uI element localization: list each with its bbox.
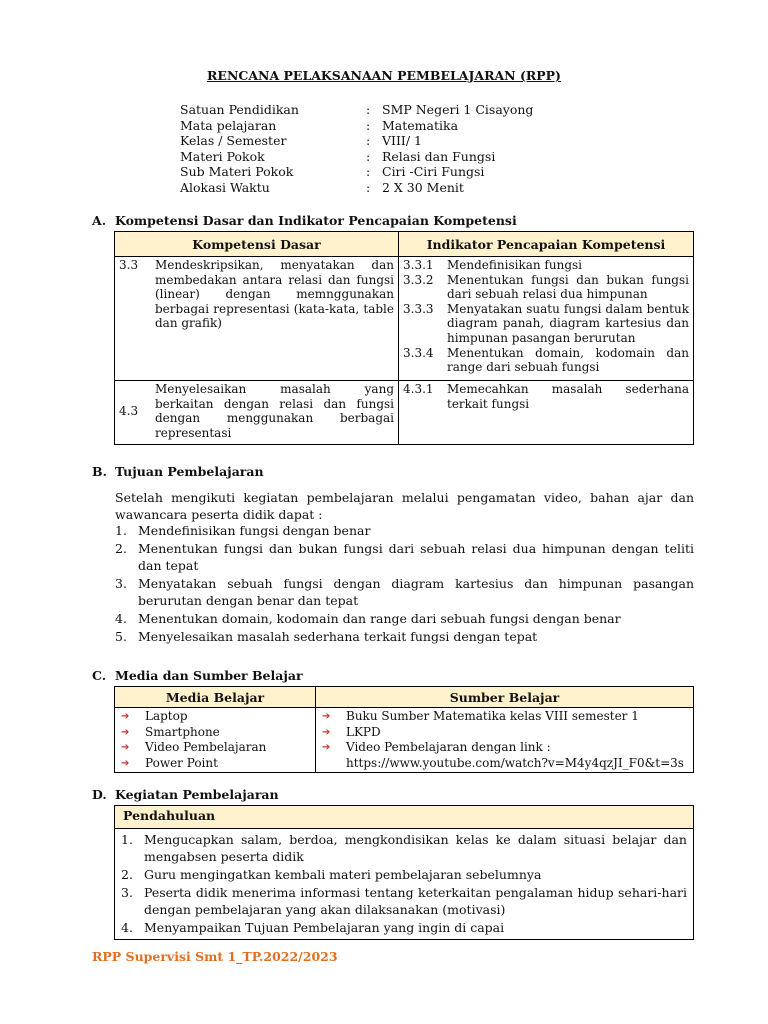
media-item: Power Point bbox=[145, 755, 218, 770]
table-header-sumber: Sumber Belajar bbox=[316, 687, 694, 708]
indicator-number: 3.3.4 bbox=[403, 345, 434, 360]
info-row bbox=[180, 133, 533, 149]
item-number: 1. bbox=[121, 832, 133, 847]
media-item: Laptop bbox=[145, 709, 188, 723]
info-label: Kelas / Semester bbox=[180, 133, 287, 149]
table-header-media: Media Belajar bbox=[115, 687, 316, 708]
indicator-number: 3.3.1 bbox=[403, 258, 434, 272]
section-letter: A. bbox=[92, 213, 107, 228]
indicator-number: 3.3.2 bbox=[403, 272, 434, 287]
section-a-heading bbox=[92, 213, 517, 228]
list-item bbox=[121, 725, 309, 741]
section-letter: C. bbox=[92, 668, 107, 683]
info-label: Satuan Pendidikan bbox=[180, 102, 299, 117]
list-item bbox=[121, 831, 687, 865]
indicator-text: Memecahkan masalah sederhana terkait fungsi bbox=[447, 382, 689, 411]
item-text: Menentukan fungsi dan bukan fungsi dari sebuah relasi dua himpunan dengan teliti dan tepat bbox=[138, 541, 694, 573]
section-letter: B. bbox=[92, 464, 107, 479]
list-item bbox=[115, 540, 694, 574]
info-value: VIII/ 1 bbox=[382, 133, 422, 149]
item-text: Mengucapkan salam, berdoa, mengkondisikan kelas ke dalam situasi belajar dan mengabsen peserta didik bbox=[144, 832, 687, 864]
table-row bbox=[115, 829, 694, 940]
section-title: Kompetensi Dasar dan Indikator Pencapaian Kompetensi bbox=[115, 213, 517, 228]
info-colon: : bbox=[366, 102, 371, 117]
page-footer: RPP Supervisi Smt 1_TP.2022/2023 bbox=[92, 949, 338, 964]
table-row bbox=[115, 257, 694, 381]
item-number: 2. bbox=[121, 867, 133, 882]
arrow-bullet-icon: ➔ bbox=[121, 726, 130, 738]
info-colon: : bbox=[366, 179, 371, 195]
list-item bbox=[115, 628, 694, 645]
table-header-pendahuluan: Pendahuluan bbox=[115, 806, 694, 829]
list-item bbox=[115, 575, 694, 609]
objectives-list bbox=[115, 522, 694, 646]
info-colon: : bbox=[366, 164, 371, 180]
list-item bbox=[322, 725, 687, 741]
item-number: 2. bbox=[115, 541, 127, 556]
list-item bbox=[322, 709, 687, 725]
info-label: Sub Materi Pokok bbox=[180, 164, 294, 180]
sumber-cell bbox=[316, 708, 694, 773]
indicator-cell bbox=[399, 381, 694, 445]
arrow-bullet-icon: ➔ bbox=[121, 742, 130, 753]
item-text: Peserta didik menerima informasi tentang keterkaitan pengalaman hidup sehari-hari dengan pembelajaran yang akan dilaksanakan (motivasi) bbox=[144, 885, 687, 917]
table-header-ipk: Indikator Pencapaian Kompetensi bbox=[399, 232, 694, 257]
info-value: SMP Negeri 1 Cisayong bbox=[382, 102, 534, 117]
info-label: Mata pelajaran bbox=[180, 117, 277, 133]
info-value: Ciri -Ciri Fungsi bbox=[382, 164, 485, 180]
arrow-bullet-icon: ➔ bbox=[121, 757, 130, 769]
info-value: 2 X 30 Menit bbox=[382, 179, 464, 195]
media-cell bbox=[115, 708, 316, 773]
item-text: Menyelesaikan masalah sederhana terkait fungsi dengan tepat bbox=[138, 629, 538, 644]
sumber-item: LKPD bbox=[346, 724, 381, 739]
indicator-text: Menentukan fungsi dan bukan fungsi dari sebuah relasi dua himpunan bbox=[447, 272, 689, 302]
indicator-number: 4.3.1 bbox=[403, 382, 434, 396]
indicator-text: Mendefinisikan fungsi bbox=[447, 258, 583, 272]
item-number: 3. bbox=[121, 885, 133, 900]
indicator-text: Menyatakan suatu fungsi dalam bentuk diagram panah, diagram kartesius dan himpunan pasangan berurutan bbox=[447, 301, 689, 345]
table-header-kd: Kompetensi Dasar bbox=[115, 232, 399, 257]
info-colon: : bbox=[366, 148, 371, 164]
media-item: Video Pembelajaran bbox=[145, 740, 267, 754]
info-label: Materi Pokok bbox=[180, 148, 265, 164]
section-title: Media dan Sumber Belajar bbox=[115, 668, 303, 683]
table-row bbox=[115, 708, 694, 773]
info-colon: : bbox=[366, 133, 371, 149]
info-row bbox=[180, 180, 533, 196]
sumber-item: Video Pembelajaran dengan link : bbox=[346, 740, 551, 754]
list-item bbox=[121, 884, 687, 918]
list-item bbox=[121, 866, 687, 883]
arrow-bullet-icon: ➔ bbox=[322, 711, 331, 722]
kd-text: Menyelesaikan masalah yang berkaitan dengan relasi dan fungsi dengan menggunakan berbagai representasi bbox=[155, 382, 394, 440]
table-row bbox=[115, 381, 694, 445]
item-text: Menyampaikan Tujuan Pembelajaran yang ingin di capai bbox=[144, 920, 505, 935]
list-item bbox=[121, 919, 687, 936]
item-number: 3. bbox=[115, 576, 127, 591]
list-item bbox=[115, 522, 694, 539]
list-item bbox=[322, 756, 687, 772]
item-text: Menentukan domain, kodomain dan range dari sebuah fungsi dengan benar bbox=[138, 611, 621, 626]
item-text: Mendefinisikan fungsi dengan benar bbox=[138, 523, 371, 538]
kd-number: 3.3 bbox=[119, 258, 139, 272]
video-link[interactable]: https://www.youtube.com/watch?v=M4y4qzJI_F0&t=3s bbox=[346, 755, 684, 770]
item-number: 4. bbox=[115, 611, 127, 626]
activities-cell bbox=[115, 829, 694, 940]
item-number: 5. bbox=[115, 629, 127, 644]
arrow-bullet-icon: ➔ bbox=[322, 726, 331, 738]
item-number: 4. bbox=[121, 920, 133, 935]
kd-cell bbox=[115, 381, 399, 445]
section-c-heading bbox=[92, 668, 303, 683]
section-title: Kegiatan Pembelajaran bbox=[115, 787, 279, 802]
info-row bbox=[180, 102, 533, 118]
info-label: Alokasi Waktu bbox=[180, 179, 270, 195]
competency-table bbox=[114, 231, 694, 445]
list-item bbox=[115, 610, 694, 627]
section-title: Tujuan Pembelajaran bbox=[115, 464, 264, 479]
info-colon: : bbox=[366, 117, 371, 133]
list-item bbox=[121, 740, 309, 756]
media-table bbox=[114, 686, 694, 773]
list-item bbox=[121, 709, 309, 725]
section-letter: D. bbox=[92, 787, 107, 802]
identity-block bbox=[180, 102, 533, 196]
list-item bbox=[121, 756, 309, 772]
indicator-text: Menentukan domain, kodomain dan range dari sebuah fungsi bbox=[447, 345, 689, 375]
kd-number: 4.3 bbox=[119, 404, 139, 418]
sumber-item: Buku Sumber Matematika kelas VIII semester 1 bbox=[346, 709, 639, 723]
section-d-heading bbox=[92, 787, 279, 802]
arrow-bullet-icon: ➔ bbox=[322, 742, 331, 753]
activities-table bbox=[114, 805, 694, 940]
info-value: Matematika bbox=[382, 117, 459, 133]
info-row bbox=[180, 149, 533, 165]
info-value: Relasi dan Fungsi bbox=[382, 148, 496, 164]
info-row bbox=[180, 118, 533, 134]
document-title: RENCANA PELAKSANAAN PEMBELAJARAN (RPP) bbox=[207, 68, 561, 83]
info-row bbox=[180, 164, 533, 180]
section-b-heading bbox=[92, 464, 264, 479]
indicator-number: 3.3.3 bbox=[403, 301, 434, 316]
item-number: 1. bbox=[115, 523, 127, 538]
arrow-bullet-icon: ➔ bbox=[121, 711, 130, 722]
item-text: Guru mengingatkan kembali materi pembelajaran sebelumnya bbox=[144, 867, 542, 882]
item-text: Menyatakan sebuah fungsi dengan diagram kartesius dan himpunan pasangan berurutan dengan benar dan tepat bbox=[138, 576, 694, 608]
objectives-intro: Setelah mengikuti kegiatan pembelajaran melalui pengamatan video, bahan ajar dan wawancara peserta didik dapat : bbox=[115, 490, 694, 522]
list-item bbox=[322, 740, 687, 756]
media-item: Smartphone bbox=[145, 724, 220, 739]
kd-cell bbox=[115, 257, 399, 381]
indicator-cell bbox=[399, 257, 694, 381]
kd-text: Mendeskripsikan, menyatakan dan membedakan antara relasi dan fungsi (linear) dengan memnggunakan berbagai representasi (kata-kata, table dan grafik) bbox=[155, 258, 394, 331]
